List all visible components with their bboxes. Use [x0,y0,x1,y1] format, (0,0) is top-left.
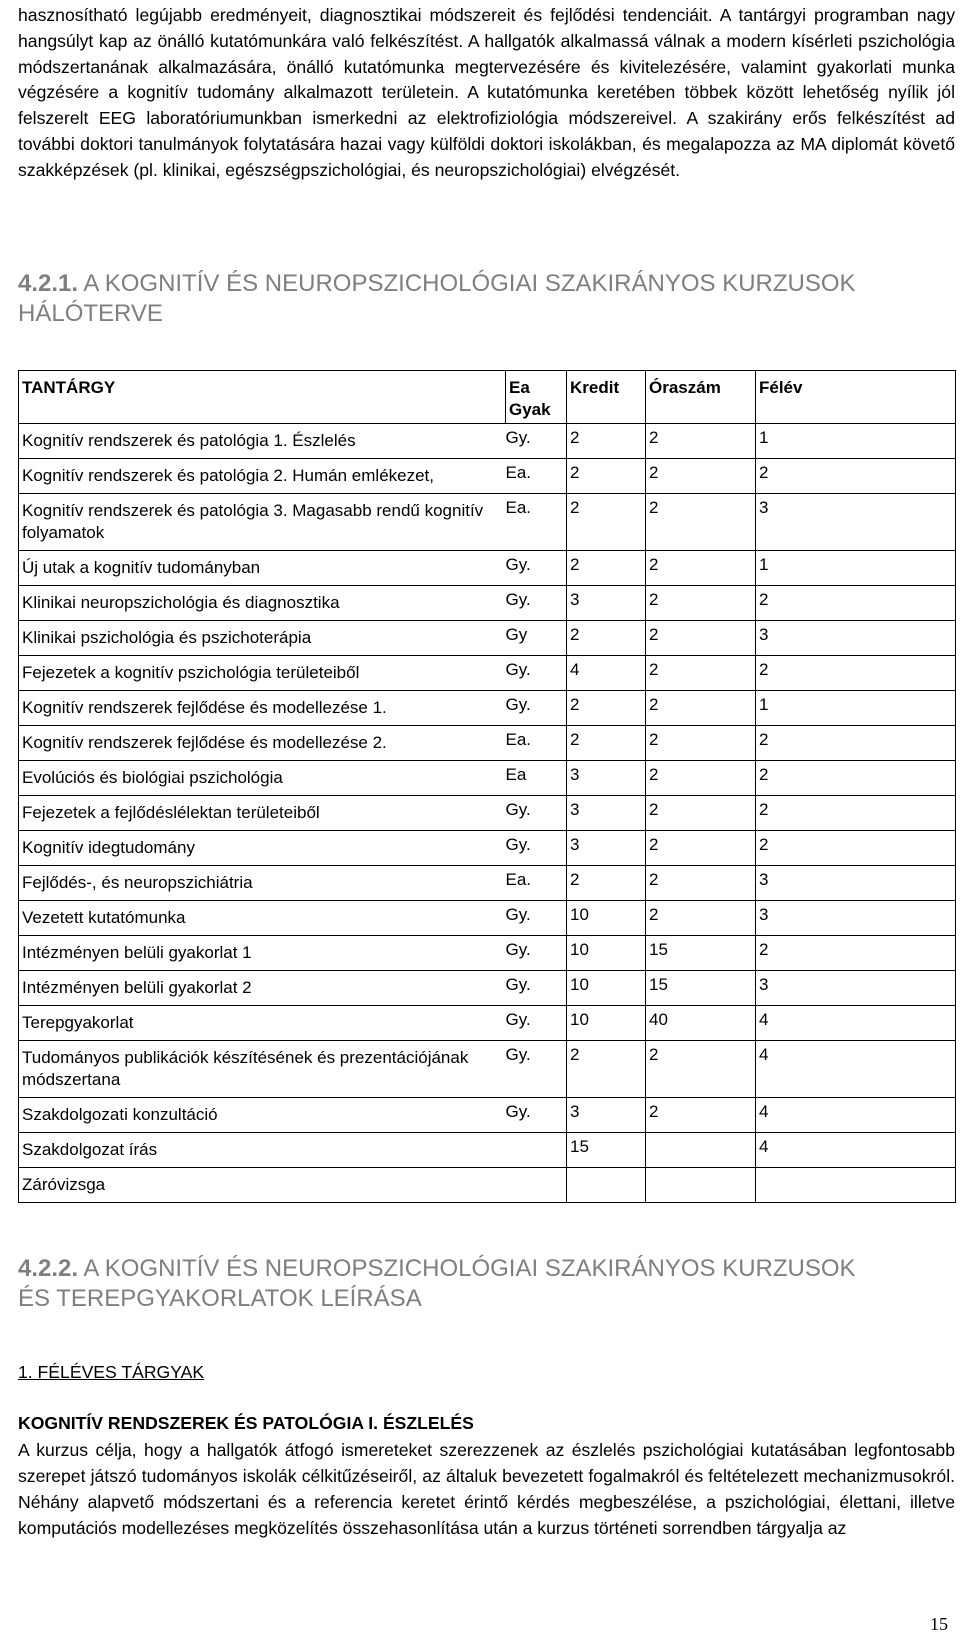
course-credit-cell: 2 [567,459,646,494]
course-hours-cell: 2 [646,866,756,901]
course-semester-cell: 3 [756,866,956,901]
course-name-cell: Kognitív rendszerek és patológia 3. Magasabb rendű kognitív folyamatok [19,494,506,551]
course-name-cell: Kognitív rendszerek és patológia 1. Észlelés [19,424,506,459]
table-row [19,726,956,761]
course-credit-cell: 2 [567,726,646,761]
course-hours-cell: 2 [646,901,756,936]
table-row [19,656,956,691]
table-header-row [19,371,956,424]
course-semester-cell: 3 [756,621,956,656]
table-row [19,1006,956,1041]
header-hours: Óraszám [646,371,756,424]
course-type-cell: Gy. [506,691,567,726]
course-name-cell: Fejlődés-, és neuropszichiátria [19,866,506,901]
course-type-cell: Ea. [506,494,567,551]
course-hours-cell: 15 [646,971,756,1006]
course-semester-cell: 2 [756,459,956,494]
course-semester-cell: 2 [756,726,956,761]
course-hours-cell: 40 [646,1006,756,1041]
course-hours-cell: 2 [646,494,756,551]
table-row [19,551,956,586]
course-semester-cell: 2 [756,831,956,866]
course-type-cell: Gy. [506,971,567,1006]
course-name-cell: Terepgyakorlat [19,1006,506,1041]
header-semester: Félév [756,371,956,424]
course-name-cell: Szakdolgozat írás [19,1133,506,1168]
course-type-cell: Gy. [506,586,567,621]
course-type-cell: Gy. [506,551,567,586]
course-semester-cell: 4 [756,1041,956,1098]
course-hours-cell: 2 [646,761,756,796]
course-semester-cell: 1 [756,551,956,586]
section-number: 4.2.2. [18,1255,79,1282]
course-credit-cell: 3 [567,1098,646,1133]
course-type-cell: Gy. [506,424,567,459]
course-semester-cell: 3 [756,901,956,936]
table-row [19,831,956,866]
section-heading-curriculum [18,269,858,329]
course-credit-cell: 15 [567,1133,646,1168]
course-type-cell: Gy. [506,1006,567,1041]
course-name-cell: Intézményen belüli gyakorlat 1 [19,936,506,971]
course-semester-cell: 1 [756,424,956,459]
course-type-cell: Gy. [506,1041,567,1098]
table-row [19,1098,956,1133]
course-semester-cell: 4 [756,1098,956,1133]
header-subject: TANTÁRGY [19,371,506,424]
course-semester-cell: 2 [756,761,956,796]
course-credit-cell: 2 [567,866,646,901]
table-row [19,761,956,796]
course-type-cell: Gy. [506,936,567,971]
course-credit-cell: 10 [567,901,646,936]
table-row [19,494,956,551]
course-name-cell: Vezetett kutatómunka [19,901,506,936]
table-row [19,586,956,621]
course-credit-cell: 10 [567,936,646,971]
table-row [19,1041,956,1098]
section-title: A KOGNITÍV ÉS NEUROPSZICHOLÓGIAI SZAKIRÁNYOS KURZUSOK HÁLÓTERVE [18,270,856,327]
intro-paragraph: hasznosítható legújabb eredményeit, diagnosztikai módszereit és fejlődési tendenciáit. A tantárgyi programban nagy hangsúlyt kap az önálló kutatómunkára való felkészítést. A hallgatók alkalmassá válnak a modern kísérleti pszichológia módszertanának alkalmazására, önálló kutatómunka megtervezésére és kivitelezésére, valamint gyakorlati munka végzésére a kognitív tudomány alkalmazott területein. A kutatómunka keretében többek között lehetőség nyílik jól felszerelt EEG laboratóriumunkban ismerkedni az elektrofiziológia módszereivel. A szakirány erős felkészítést ad további doktori tanulmányok folytatására hazai vagy külföldi doktori iskolákban, és megalapozza az MA diplomát követő szakképzések (pl. klinikai, egészségpszichológiai, és neuropszichológiai) elvégzését. [18,5,955,180]
course-hours-cell: 2 [646,459,756,494]
period-heading: 1. FÉLÉVES TÁRGYAK [18,1362,205,1382]
course-hours-cell: 2 [646,621,756,656]
course-semester-cell: 4 [756,1006,956,1041]
course-name-cell: Evolúciós és biológiai pszichológia [19,761,506,796]
course-credit-cell: 2 [567,494,646,551]
table-row [19,459,956,494]
course-type-cell: Gy. [506,656,567,691]
course-type-cell: Gy [506,621,567,656]
course-type-cell [506,1168,567,1203]
course-type-cell: Gy. [506,796,567,831]
table-row [19,424,956,459]
course-type-cell: Ea. [506,866,567,901]
course-hours-cell: 2 [646,796,756,831]
course-name-cell: Intézményen belüli gyakorlat 2 [19,971,506,1006]
course-type-cell: Gy. [506,901,567,936]
course-name-cell: Fejezetek a kognitív pszichológia területeiből [19,656,506,691]
course-name-cell: Kognitív rendszerek és patológia 2. Humán emlékezet, [19,459,506,494]
table-row [19,901,956,936]
course-hours-cell: 2 [646,1041,756,1098]
table-row [19,691,956,726]
course-hours-cell: 2 [646,691,756,726]
course-description: A kurzus célja, hogy a hallgatók átfogó ismereteket szerezzenek az észlelés pszichológiai kutatásában legfontosabb szerepet játszó tudományos iskolák célkitűzéseiről, az általuk bevezetett fogalmakról és feltételezett mechanizmusokról. Néhány alapvető módszertani és a referencia keretet érintő kérdés megbeszélése, a pszichológiai, élettani, illetve komputációs modellezéses megközelítés összehasonlítása után a kurzus történeti sorrendben tárgyalja az [18,1440,955,1538]
page-number: 15 [930,1614,948,1634]
course-hours-cell: 2 [646,424,756,459]
table-row [19,1168,956,1203]
course-type-cell: Ea. [506,459,567,494]
course-credit-cell: 3 [567,761,646,796]
course-type-cell: Gy. [506,1098,567,1133]
header-type: Ea Gyak [506,371,567,424]
course-semester-cell: 2 [756,936,956,971]
course-credit-cell [567,1168,646,1203]
course-name-cell: Kognitív idegtudomány [19,831,506,866]
table-row [19,971,956,1006]
section-title: A KOGNITÍV ÉS NEUROPSZICHOLÓGIAI SZAKIRÁNYOS KURZUSOK ÉS TEREPGYAKORLATOK LEÍRÁSA [18,1255,856,1312]
table-row [19,1133,956,1168]
course-credit-cell: 2 [567,1041,646,1098]
course-name-cell: Új utak a kognitív tudományban [19,551,506,586]
course-hours-cell: 2 [646,551,756,586]
course-credit-cell: 3 [567,831,646,866]
course-name-cell: Szakdolgozati konzultáció [19,1098,506,1133]
course-type-cell: Ea. [506,726,567,761]
course-name-cell: Fejezetek a fejlődéslélektan területeiből [19,796,506,831]
course-semester-cell: 3 [756,494,956,551]
curriculum-table [18,370,956,1203]
course-title: KOGNITÍV RENDSZEREK ÉS PATOLÓGIA I. ÉSZLELÉS [18,1413,474,1433]
course-name-cell: Kognitív rendszerek fejlődése és modellezése 2. [19,726,506,761]
course-semester-cell: 2 [756,656,956,691]
course-credit-cell: 3 [567,796,646,831]
course-credit-cell: 2 [567,551,646,586]
course-name-cell: Záróvizsga [19,1168,506,1203]
course-hours-cell: 2 [646,586,756,621]
course-credit-cell: 2 [567,691,646,726]
course-type-cell: Ea [506,761,567,796]
course-semester-cell: 1 [756,691,956,726]
course-semester-cell: 2 [756,796,956,831]
course-credit-cell: 2 [567,424,646,459]
table-row [19,866,956,901]
course-name-cell: Kognitív rendszerek fejlődése és modellezése 1. [19,691,506,726]
course-semester-cell: 2 [756,586,956,621]
course-hours-cell: 2 [646,831,756,866]
course-hours-cell: 2 [646,1098,756,1133]
course-credit-cell: 10 [567,971,646,1006]
course-name-cell: Klinikai pszichológia és pszichoterápia [19,621,506,656]
course-name-cell: Klinikai neuropszichológia és diagnosztika [19,586,506,621]
course-type-cell: Gy. [506,831,567,866]
course-credit-cell: 10 [567,1006,646,1041]
course-semester-cell [756,1168,956,1203]
header-credit: Kredit [567,371,646,424]
document-page [18,0,955,1538]
course-semester-cell: 4 [756,1133,956,1168]
course-type-cell [506,1133,567,1168]
section-heading-descriptions [18,1254,858,1314]
course-name-cell: Tudományos publikációk készítésének és prezentációjának módszertana [19,1041,506,1098]
course-hours-cell: 2 [646,726,756,761]
course-hours-cell [646,1133,756,1168]
table-row [19,796,956,831]
table-row [19,936,956,971]
course-hours-cell: 2 [646,656,756,691]
course-hours-cell: 15 [646,936,756,971]
course-credit-cell: 3 [567,586,646,621]
course-credit-cell: 2 [567,621,646,656]
course-credit-cell: 4 [567,656,646,691]
section-number: 4.2.1. [18,270,79,297]
course-semester-cell: 3 [756,971,956,1006]
table-row [19,621,956,656]
course-hours-cell [646,1168,756,1203]
